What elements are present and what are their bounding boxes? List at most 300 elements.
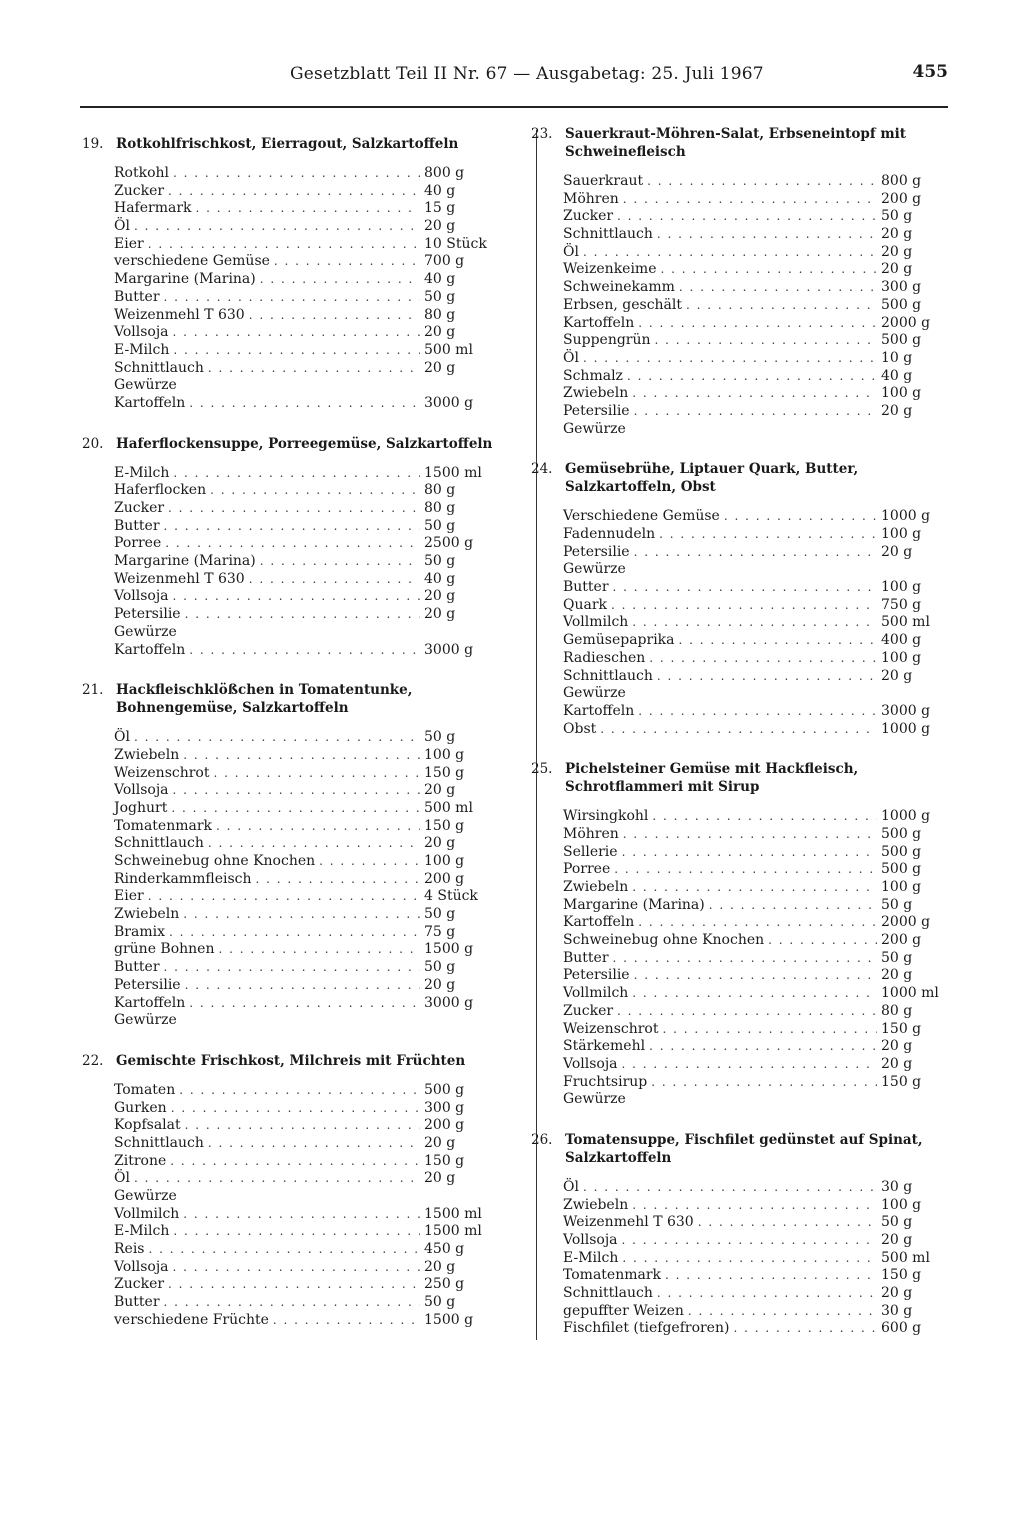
ingredient-quantity: 75 g [424,923,456,940]
ingredient-row [563,879,959,897]
leader-dots [686,297,877,315]
ingredient-row [563,315,959,333]
ingredient-row [563,297,959,315]
leader-dots [173,588,420,606]
leader-dots [622,1056,877,1074]
ingredient-row [114,395,502,413]
ingredient-row [563,244,959,262]
ingredient-name: Hafermark [114,200,192,217]
ingredient-row [114,218,502,236]
ingredient-name: Tomaten [114,1081,176,1098]
leader-dots [256,871,421,889]
ingredient-quantity: 1000 ml [881,985,939,1002]
ingredient-quantity: 100 g [881,385,922,402]
ingredient-row [563,368,959,386]
ingredient-quantity: 150 g [881,1267,922,1284]
ingredient-row [563,597,959,615]
ingredient-row [563,1038,959,1056]
ingredient-name: Gewürze [563,420,626,437]
ingredient-name: Möhren [563,825,619,842]
ingredient-quantity: 150 g [424,1152,465,1169]
ingredient-name: Reis [114,1241,145,1258]
ingredient-name: Schweinebug ohne Knochen [114,853,316,869]
leader-dots [583,244,877,262]
leader-dots [632,614,877,632]
leader-dots [171,800,420,818]
ingredient-name: Fischfilet (tiefgefroren) [563,1320,730,1337]
ingredient-list [114,729,502,1030]
ingredient-row [563,173,959,191]
ingredient-row [114,165,502,183]
recipe-title: Hackfleischklößchen in Tomatentunke, Bohnengemüse, Salzkartoffeln [116,682,413,717]
ingredient-quantity: 50 g [424,288,456,305]
recipe-heading [531,125,959,161]
leader-dots [210,482,420,500]
ingredient-quantity: 20 g [424,1134,456,1151]
leader-dots [208,835,420,853]
ingredient-name: Weizenschrot [114,764,210,781]
ingredient-quantity: 20 g [424,359,456,376]
ingredient-row [563,421,959,439]
ingredient-quantity: 20 g [424,782,456,799]
leader-dots [168,500,420,518]
ingredient-quantity: 200 g [424,870,465,887]
ingredient-name: Erbsen, geschält [563,296,682,313]
ingredient-quantity: 2000 g [881,314,931,331]
ingredient-list [563,1179,959,1338]
ingredient-name: Weizenkeime [563,261,657,278]
leader-dots [655,332,877,350]
ingredient-row [114,200,502,218]
ingredient-name: Margarine (Marina) [114,271,256,288]
leader-dots [189,395,420,413]
ingredient-name: Öl [114,218,130,235]
ingredient-row [114,342,502,360]
ingredient-name: Schnittlauch [563,1285,653,1302]
ingredient-row [563,208,959,226]
left-column [82,135,502,1352]
ingredient-quantity: 400 g [881,632,922,649]
recipe-heading [82,681,502,717]
ingredient-name: Vollsoja [563,1055,618,1072]
ingredient-quantity: 3000 g [424,641,474,658]
ingredient-row [114,642,502,660]
ingredient-quantity: 1500 ml [424,464,482,481]
leader-dots [213,765,420,783]
ingredient-name: Sauerkraut [563,173,644,189]
leader-dots [173,465,420,483]
ingredient-row [563,1250,959,1268]
ingredient-name: Petersilie [563,967,630,984]
recipe [531,760,959,1109]
ingredient-name: Vollsoja [114,588,169,605]
recipe-number: 25. [531,761,553,778]
ingredient-name: Kartoffeln [114,994,186,1011]
ingredient-name: Zwiebeln [114,746,180,763]
leader-dots [173,342,420,360]
ingredient-name: E-Milch [114,1223,170,1240]
recipe-heading [82,1052,502,1070]
ingredient-name: Zucker [114,182,165,199]
ingredient-row [563,950,959,968]
ingredient-quantity: 800 g [881,173,922,189]
ingredient-quantity: 1500 ml [424,1223,482,1240]
ingredient-row [114,518,502,536]
ingredient-name: Vollmilch [563,614,629,631]
recipe [531,1131,959,1338]
leader-dots [260,553,420,571]
ingredient-row [563,1320,959,1338]
ingredient-name: Schnittlauch [114,835,204,852]
ingredient-name: Butter [563,579,609,596]
recipe-number: 22. [82,1052,104,1069]
ingredient-name: Butter [114,517,160,534]
ingredient-row [563,897,959,915]
ingredient-name: Kartoffeln [114,641,186,658]
ingredient-name: Fadennudeln [563,526,656,542]
ingredient-name: Tomatenmark [563,1267,662,1284]
ingredient-row [563,544,959,562]
ingredient-quantity: 500 g [881,843,922,860]
ingredient-name: Gewürze [114,1188,177,1204]
page-header [80,60,948,106]
ingredient-quantity: 1000 g [881,808,931,825]
ingredient-row [114,1223,502,1241]
leader-dots [632,985,877,1003]
ingredient-quantity: 50 g [424,553,456,570]
ingredient-row [114,782,502,800]
ingredient-row [114,871,502,889]
ingredient-row [563,1091,959,1109]
ingredient-quantity: 150 g [881,1020,922,1037]
leader-dots [679,632,877,650]
ingredient-row [114,1312,502,1330]
ingredient-row [563,279,959,297]
ingredient-name: Kartoffeln [563,314,635,331]
ingredient-name: grüne Bohnen [114,941,215,958]
ingredient-row [563,685,959,703]
ingredient-name: Obst [563,720,597,737]
leader-dots [185,1117,420,1135]
leader-dots [164,518,420,536]
ingredient-quantity: 20 g [424,218,456,235]
ingredient-quantity: 500 ml [881,1249,930,1266]
ingredient-quantity: 700 g [424,253,465,270]
ingredient-row [114,888,502,906]
recipe-heading [82,135,502,153]
ingredient-quantity: 2000 g [881,914,931,931]
ingredient-row [563,1179,959,1197]
ingredient-name: Möhren [563,190,619,207]
ingredient-row [563,1197,959,1215]
leader-dots [698,1214,877,1232]
leader-dots [164,289,420,307]
ingredient-row [114,624,502,642]
ingredient-name: Kartoffeln [563,914,635,931]
ingredient-row [563,703,959,721]
leader-dots [183,747,420,765]
leader-dots [622,1232,877,1250]
ingredient-name: Gewürze [114,623,177,640]
right-column [531,125,959,1360]
leader-dots [649,1038,877,1056]
leader-dots [583,1179,877,1197]
ingredient-name: Rotkohl [114,165,170,181]
ingredient-quantity: 40 g [424,271,456,288]
recipe [82,135,502,413]
ingredient-quantity: 600 g [881,1320,922,1337]
ingredient-row [563,1232,959,1250]
ingredient-quantity: 20 g [424,1170,456,1187]
recipe-heading [82,435,502,453]
ingredient-row [563,650,959,668]
ingredient-row [114,818,502,836]
ingredient-row [563,844,959,862]
leader-dots [622,1250,877,1268]
ingredient-name: Bramix [114,923,165,940]
leader-dots [196,200,420,218]
ingredient-quantity: 2500 g [424,535,474,552]
recipe-number: 19. [82,136,104,152]
ingredient-quantity: 20 g [881,226,913,243]
ingredient-row [563,932,959,950]
ingredient-row [114,1276,502,1294]
ingredient-row [563,526,959,544]
ingredient-quantity: 3000 g [424,394,474,411]
ingredient-row [114,1241,502,1259]
ingredient-row [114,183,502,201]
ingredient-row [563,1267,959,1285]
ingredient-quantity: 3000 g [881,702,931,719]
ingredient-name: Gemüsepaprika [563,632,675,649]
leader-dots [319,853,420,871]
leader-dots [657,226,877,244]
leader-dots [634,967,877,985]
ingredient-quantity: 500 g [881,861,922,878]
ingredient-name: Öl [563,243,579,260]
ingredient-quantity: 20 g [424,324,456,341]
recipe-heading [531,1131,959,1167]
ingredient-name: Margarine (Marina) [114,553,256,570]
ingredient-name: Zitrone [114,1152,167,1169]
ingredient-quantity: 20 g [881,967,913,984]
ingredient-name: Öl [563,1178,579,1195]
leader-dots [189,642,420,660]
ingredient-quantity: 300 g [424,1099,465,1116]
ingredient-quantity: 20 g [424,588,456,605]
ingredient-quantity: 1500 ml [424,1205,482,1222]
ingredient-row [114,959,502,977]
recipe-title: Gemüsebrühe, Liptauer Quark, Butter, Salzkartoffeln, Obst [565,461,859,496]
ingredient-name: Gewürze [563,1091,626,1108]
leader-dots [134,218,420,236]
ingredient-row [114,500,502,518]
ingredient-row [563,1285,959,1303]
ingredient-name: Butter [114,288,160,305]
ingredient-row [563,826,959,844]
leader-dots [165,535,420,553]
ingredient-quantity: 20 g [424,976,456,993]
ingredient-name: Vollsoja [114,782,169,799]
ingredient-quantity: 500 g [881,296,922,313]
ingredient-name: Zucker [563,208,614,225]
ingredient-name: Porree [563,861,611,878]
leader-dots [652,808,877,826]
ingredient-name: Zwiebeln [563,879,629,895]
ingredient-name: Zwiebeln [563,385,629,402]
ingredient-quantity: 50 g [424,729,456,746]
ingredient-row [114,977,502,995]
ingredient-name: Gewürze [114,1012,177,1029]
leader-dots [634,544,877,562]
leader-dots [164,1294,420,1312]
ingredient-name: Stärkemehl [563,1038,646,1055]
ingredient-row [563,191,959,209]
ingredient-name: Petersilie [114,606,181,623]
ingredient-quantity: 20 g [881,261,913,278]
leader-dots [273,1312,420,1330]
leader-dots [709,897,877,915]
ingredient-name: Vollsoja [563,1232,618,1248]
ingredient-quantity: 200 g [881,190,922,207]
ingredient-name: Gurken [114,1099,167,1116]
ingredient-row [114,1259,502,1277]
leader-dots [583,350,877,368]
ingredient-row [114,995,502,1013]
page-number: 455 [912,62,948,82]
leader-dots [260,271,420,289]
leader-dots [185,977,420,995]
leader-dots [148,888,420,906]
ingredient-row [114,236,502,254]
ingredient-quantity: 50 g [424,906,456,923]
ingredient-name: Zucker [114,500,165,516]
ingredient-name: Quark [563,596,608,613]
ingredient-list [114,465,502,660]
ingredient-quantity: 20 g [881,1232,913,1248]
recipe-title: Gemischte Frischkost, Milchreis mit Früchten [116,1052,466,1069]
ingredient-row [114,289,502,307]
ingredient-name: Zucker [563,1002,614,1019]
leader-dots [249,307,420,325]
recipe-number: 24. [531,461,553,478]
ingredient-quantity: 800 g [424,165,465,181]
recipe-heading [531,460,959,496]
ingredient-row [563,632,959,650]
ingredient-name: Vollmilch [563,985,629,1002]
ingredient-quantity: 50 g [424,1294,456,1311]
ingredient-name: Petersilie [563,543,630,560]
ingredient-row [114,765,502,783]
ingredient-name: Zucker [114,1276,165,1293]
ingredient-quantity: 100 g [881,649,922,666]
ingredient-row [563,614,959,632]
ingredient-name: Rinderkammfleisch [114,870,252,887]
ingredient-name: Fruchtsirup [563,1073,648,1090]
leader-dots [647,173,877,191]
ingredient-quantity: 50 g [881,208,913,225]
leader-dots [173,165,420,183]
ingredient-name: Schnittlauch [563,226,653,243]
ingredient-quantity: 80 g [424,500,456,516]
leader-dots [600,721,877,739]
ingredient-quantity: 200 g [881,932,922,949]
ingredient-quantity: 20 g [424,1258,456,1275]
leader-dots [622,844,877,862]
ingredient-row [563,668,959,686]
ingredient-row [563,350,959,368]
ingredient-row [563,914,959,932]
leader-dots [208,1135,420,1153]
recipe-heading [531,760,959,796]
ingredient-row [114,553,502,571]
ingredient-quantity: 100 g [424,746,465,763]
leader-dots [617,208,877,226]
leader-dots [659,526,877,544]
header-title: Gesetzblatt Teil II Nr. 67 — Ausgabetag: 25. Juli 1967 [290,64,764,84]
ingredient-row [114,1188,502,1206]
header-rule [80,106,948,108]
leader-dots [274,253,420,271]
ingredient-name: Öl [114,1170,130,1187]
ingredient-quantity: 20 g [881,402,913,419]
ingredient-quantity: 100 g [881,879,922,895]
leader-dots [148,236,420,254]
ingredient-row [114,1012,502,1030]
ingredient-row [114,588,502,606]
leader-dots [183,906,420,924]
leader-dots [679,279,877,297]
ingredient-quantity: 20 g [881,243,913,260]
ingredient-row [114,1294,502,1312]
ingredient-row [114,729,502,747]
ingredient-quantity: 500 ml [424,799,473,816]
ingredient-name: Sellerie [563,843,618,860]
ingredient-quantity: 10 g [881,349,913,366]
ingredient-quantity: 20 g [881,667,913,684]
ingredient-name: Margarine (Marina) [563,896,705,913]
recipe-title: Rotkohlfrischkost, Eierragout, Salzkartoffeln [116,136,459,152]
ingredient-row [114,941,502,959]
ingredient-name: Vollsoja [114,1258,169,1275]
ingredient-name: Joghurt [114,799,168,816]
ingredient-name: Petersilie [114,976,181,993]
ingredient-quantity: 10 Stück [424,235,487,252]
ingredient-quantity: 20 g [424,606,456,623]
ingredient-quantity: 20 g [881,1055,913,1072]
ingredient-row [114,1206,502,1224]
leader-dots [632,385,877,403]
ingredient-row [114,1117,502,1135]
leader-dots [632,1197,877,1215]
ingredient-row [114,800,502,818]
ingredient-name: Tomatenmark [114,817,213,834]
ingredient-name: Radieschen [563,649,646,666]
ingredient-name: Weizenschrot [563,1020,659,1037]
leader-dots [170,1153,420,1171]
ingredient-row [114,360,502,378]
ingredient-quantity: 100 g [424,853,465,869]
leader-dots [613,950,877,968]
recipe [531,460,959,738]
ingredient-name: Porree [114,535,162,552]
leader-dots [638,315,877,333]
ingredient-row [563,721,959,739]
ingredient-row [114,1135,502,1153]
leader-dots [185,606,420,624]
ingredient-list [563,808,959,1109]
ingredient-list [563,508,959,738]
